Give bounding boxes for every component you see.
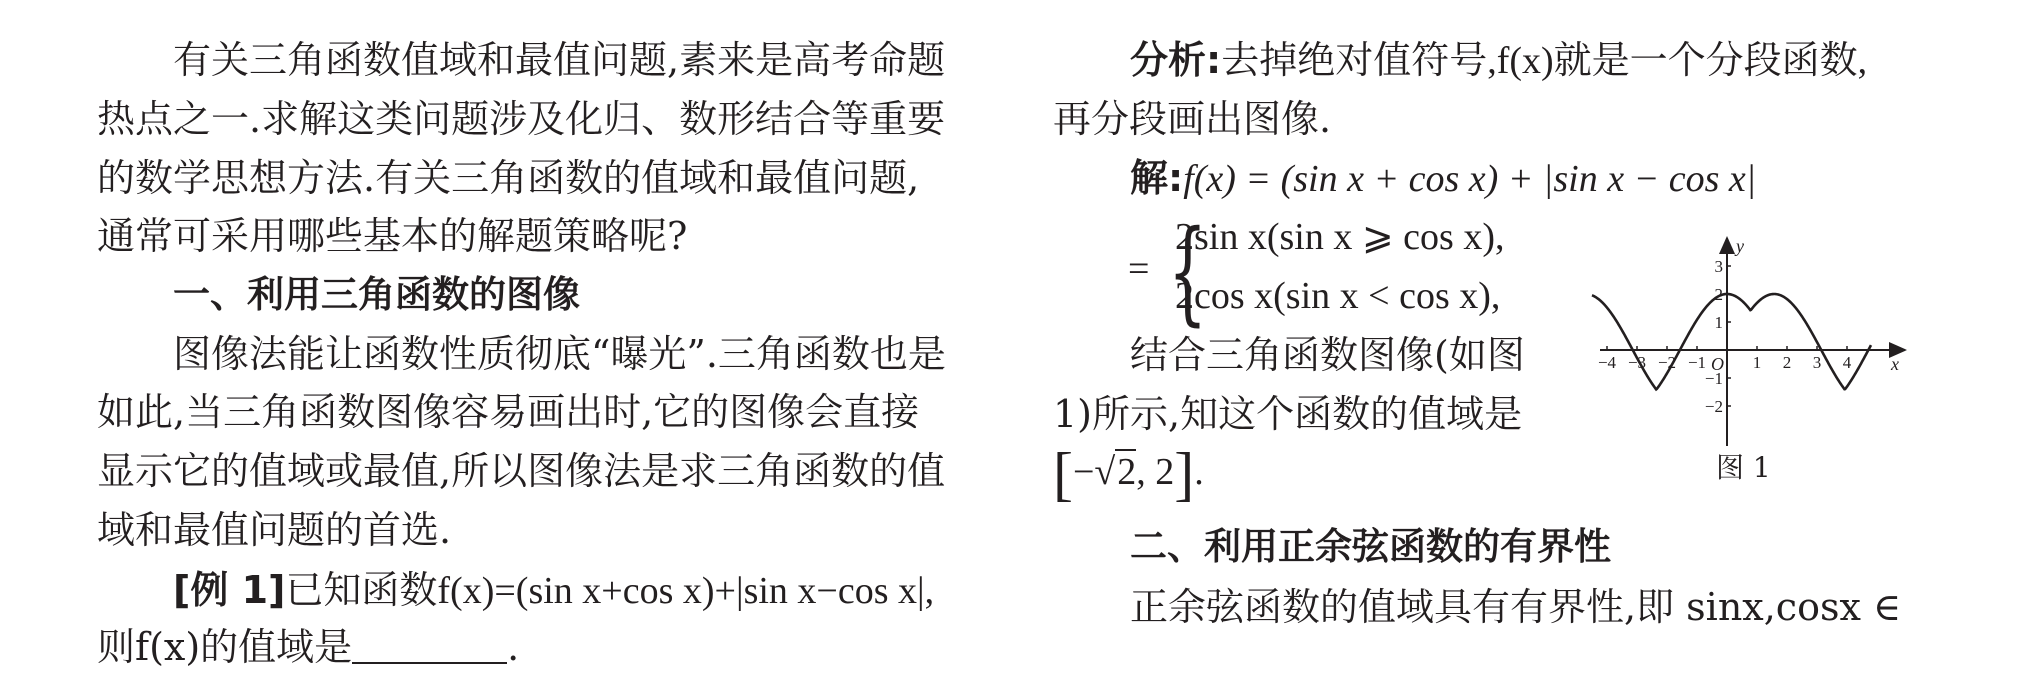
y-tick-label: 2 bbox=[1714, 285, 1723, 304]
example-line bbox=[173, 565, 934, 616]
paragraph-line: 1)所示,知这个函数的值域是 bbox=[1053, 392, 1523, 436]
period: . bbox=[507, 625, 520, 669]
function-graph bbox=[1585, 228, 1925, 478]
x-tick-label: −4 bbox=[1597, 353, 1617, 372]
sqrt-argument: 2 bbox=[1117, 451, 1137, 493]
x-axis-label: x bbox=[1891, 354, 1899, 374]
function-curve bbox=[1592, 294, 1871, 389]
paragraph-line: 如此,当三角函数图像容易画出时,它的图像会直接 bbox=[97, 390, 920, 434]
paragraph-line: 正余弦函数的值域具有有界性,即 sinx,cosx ∈ bbox=[1130, 585, 1902, 629]
answer-blank[interactable] bbox=[352, 628, 507, 664]
paragraph-line: 通常可采用哪些基本的解题策略呢? bbox=[97, 214, 688, 258]
analysis-text: 去掉绝对值符号,f(x)就是一个分段函数, bbox=[1221, 40, 1868, 82]
example-label: [例 1] bbox=[173, 568, 286, 612]
solution-equation: f(x) = (sin x + cos x) + |sin x − cos x| bbox=[1183, 158, 1757, 200]
origin-label: O bbox=[1711, 354, 1724, 374]
paragraph-line: 再分段画出图像. bbox=[1053, 97, 1332, 141]
example-answer-line bbox=[97, 622, 519, 672]
brace: { bbox=[1168, 207, 1208, 337]
range-close-bracket: ] bbox=[1174, 441, 1195, 507]
sqrt-expression: √2 bbox=[1094, 451, 1137, 493]
x-tick-label: 3 bbox=[1812, 353, 1822, 372]
figure-caption: 图 1 bbox=[1716, 451, 1771, 484]
section-heading-1: 一、利用三角函数的图像 bbox=[173, 273, 580, 316]
piecewise-case-1: 2sin x(sin x ⩾ cos x), bbox=[1175, 216, 1505, 258]
x-tick-label: −3 bbox=[1627, 353, 1647, 372]
range-minus: − bbox=[1072, 451, 1095, 493]
x-tick-label: 1 bbox=[1752, 353, 1762, 372]
example-statement: 已知函数f(x)=(sin x+cos x)+|sin x−cos x|, bbox=[285, 570, 935, 612]
solution-line bbox=[1130, 153, 1756, 204]
paragraph-line: 图像法能让函数性质彻底“曝光”.三角函数也是 bbox=[173, 332, 946, 376]
paragraph-line: 的数学思想方法.有关三角函数的值域和最值问题, bbox=[97, 156, 920, 200]
x-tick-label: 4 bbox=[1842, 353, 1852, 372]
analysis-line bbox=[1130, 35, 1867, 86]
y-axis-label: y bbox=[1736, 236, 1744, 256]
x-tick-label: 2 bbox=[1782, 353, 1792, 372]
paragraph-line: 域和最值问题的首选. bbox=[97, 508, 452, 552]
paragraph-line: 有关三角函数值域和最值问题,素来是高考命题 bbox=[173, 38, 946, 82]
range-rest: , 2 bbox=[1136, 451, 1175, 493]
x-tick-label: −2 bbox=[1657, 353, 1677, 372]
y-tick-label: 1 bbox=[1714, 313, 1723, 332]
analysis-label: 分析: bbox=[1130, 38, 1222, 82]
paragraph-line: 显示它的值域或最值,所以图像法是求三角函数的值 bbox=[97, 449, 946, 493]
example-question: 则f(x)的值域是 bbox=[97, 625, 353, 669]
period: . bbox=[1194, 451, 1204, 493]
section-heading-2: 二、利用正余弦函数的有界性 bbox=[1130, 525, 1611, 568]
y-tick-label: −2 bbox=[1704, 397, 1723, 416]
y-tick-label: 3 bbox=[1714, 257, 1723, 276]
x-tick-label: −1 bbox=[1687, 353, 1707, 372]
paragraph-line: 热点之一.求解这类问题涉及化归、数形结合等重要 bbox=[97, 97, 946, 141]
piecewise-case-2: 2cos x(sin x < cos x), bbox=[1175, 275, 1501, 317]
solution-label: 解: bbox=[1130, 156, 1184, 200]
y-tick-label: −1 bbox=[1704, 369, 1723, 388]
range-open-bracket: [ bbox=[1053, 441, 1073, 507]
paragraph-line: 结合三角函数图像(如图 bbox=[1130, 333, 1525, 377]
range-answer bbox=[1053, 441, 1204, 507]
equals-sign: = bbox=[1128, 248, 1150, 290]
